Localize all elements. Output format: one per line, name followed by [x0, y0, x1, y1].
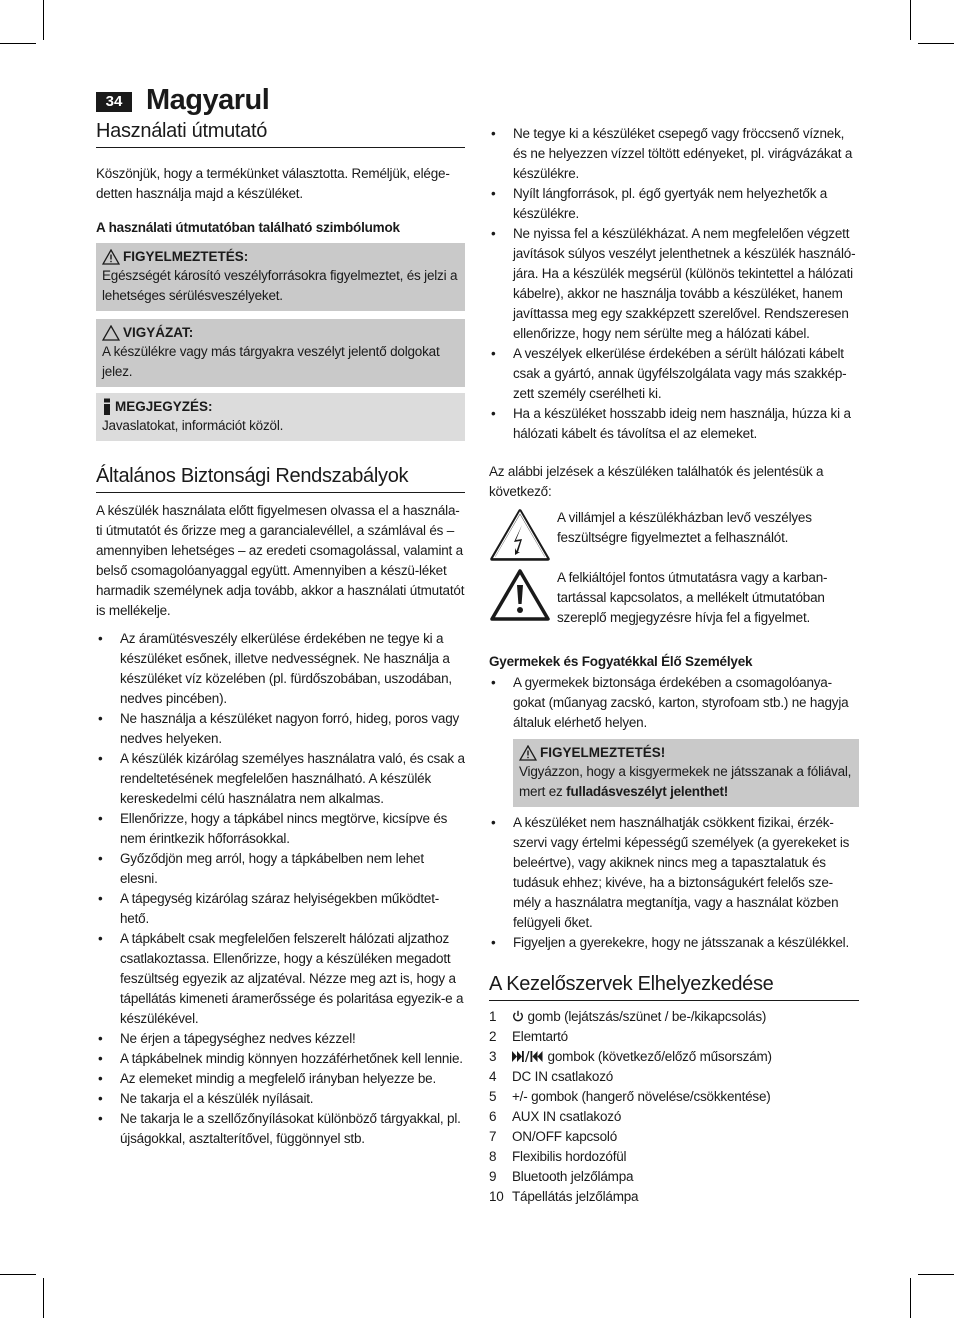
children-list-2: [489, 813, 859, 953]
crop-mark: [0, 1274, 36, 1275]
note-title: MEGJEGYZÉS:: [115, 399, 213, 414]
child-warning-bold: fulladásveszélyt jelenthet!: [566, 784, 729, 799]
list-item: • Ha a készüléket hosszabb ideig nem használja, húzza ki a hálózati kábelt és távolítsa el az elemeket.: [489, 404, 859, 444]
child-warning-title: FIGYELMEZTETÉS!: [540, 745, 666, 760]
list-item: • Nyílt lángforrások, pl. égő gyertyák nem helyezhetők a készülékre.: [489, 184, 859, 224]
crop-mark: [910, 0, 911, 40]
note-text: Javaslatokat, információt közöl.: [102, 418, 284, 433]
exclamation-sign-row: [489, 568, 859, 628]
caution-box: [96, 319, 465, 387]
list-item: • A készülék kizárólag személyes használatra való, és csak a rendeltetésének megfelelően használható. A készülék kereskedelmi célú használatra nem alkalmas.: [96, 749, 465, 809]
list-item: 7 ON/OFF kapcsoló: [489, 1129, 618, 1144]
safety-list-continued: [489, 124, 859, 444]
caution-triangle-icon: [102, 325, 120, 341]
list-item: • Ne takarja el a készülék nyílásait.: [96, 1089, 465, 1109]
crop-mark: [0, 43, 36, 44]
list-item: • Győződjön meg arról, hogy a tápkábelben nem lehet elesni.: [96, 849, 465, 889]
exclamation-warning-icon: [489, 568, 551, 622]
list-item: • Ne nyissa fel a készülékházat. A nem megfelelően végzett javítások súlyos veszélyt jelenthetnek a készülék használó-jára. Ha a készülék megsérül (különös tekintettel a hálózati kábelre), akkor ne használja tovább a készüléket, hanem javíttassa meg egy szakképzett szerelővel. Rendszeresen ellenőrizze, hogy nem sérülte meg a hálózati kábel.: [489, 224, 859, 344]
intro-text: Köszönjük, hogy a termékünket választotta. Reméljük, elége-detten használja majd a készüléket.: [96, 166, 450, 201]
controls-heading: A Kezelőszervek Elhelyezkedése: [489, 973, 859, 1001]
list-item: • Figyeljen a gyerekekre, hogy ne játsszanak a készülékkel.: [489, 933, 859, 953]
list-item: • A tápkábelnek mindig könnyen hozzáférhetőnek kell lennie.: [96, 1049, 465, 1069]
lightning-text: A villámjel a készülékházban levő veszélyes feszültségre figyelmeztet a felhasználót.: [557, 510, 812, 545]
list-item: • A készüléket nem használhatják csökkent fizikai, érzék-szervi vagy értelmi képességű személyek (a gyerekeket is beleértve), vagy akiknek nincs meg a tapasztalatuk és tudásuk ehhez; kivéve, ha a biztonságukért felelős sze-mély a használatra megtanítja, vagy a használat közben felügyeli őket.: [489, 813, 859, 933]
note-box: [96, 393, 465, 441]
language-title: Magyarul: [146, 84, 270, 116]
list-item: • A gyermekek biztonsága érdekében a csomagolóanya-gokat (műanyag zacskó, karton, styrofoam stb.) ne hagyja általuk elérhető helyen.: [489, 673, 859, 733]
left-column: [96, 120, 465, 1149]
child-warning-box: [513, 739, 859, 807]
list-item: • A tápkábelt csak megfelelően felszerelt hálózati aljzathoz csatlakoztassa. Ellenőrizze, hogy a készüléken megadott feszültség egyezik az aljzatéval. Nézze meg azt is, hogy a tápellátás kimeneti áramerőssége és polaritása egyezik-e a készülékével.: [96, 929, 465, 1029]
safety-heading: Általános Biztonsági Rendszabályok: [96, 465, 465, 493]
exclamation-text: A felkiáltójel fontos útmutatásra vagy a karban-tartással kapcsolatos, a mellékelt útmutatóban szereplő megjegyzésre hívja fel a figyelmet.: [557, 570, 828, 625]
list-item: • Ne használja a készüléket nagyon forró, hideg, poros vagy nedves helyeken.: [96, 709, 465, 749]
lightning-warning-icon: [489, 508, 551, 562]
list-item: 4 DC IN csatlakozó: [489, 1069, 614, 1084]
list-item: 6 AUX IN csatlakozó: [489, 1109, 622, 1124]
list-item: 2 Elemtartó: [489, 1029, 568, 1044]
warning-triangle-icon: [102, 249, 120, 265]
right-column: [489, 124, 859, 1207]
caution-text: A készülékre vagy más tárgyakra veszélyt jelentő dolgokat jelez.: [102, 344, 440, 379]
list-item: • Ne takarja le a szellőzőnyílásokat különböző tárgyakkal, pl. újságokkal, asztalterítővel, függönnyel stb.: [96, 1109, 465, 1149]
power-icon: [512, 1010, 524, 1022]
page-number: 34: [96, 92, 132, 112]
list-item: 10 Tápellátás jelzőlámpa: [489, 1189, 639, 1204]
list-item: 1 gomb (lejátszás/szünet / be-/kikapcsolás): [489, 1009, 767, 1024]
list-item: • Ellenőrizze, hogy a tápkábel nincs megtörve, kicsípve és nem érintkezik hőforrásokkal.: [96, 809, 465, 849]
warning-title: FIGYELMEZTETÉS:: [123, 249, 249, 264]
list-item: • Az elemeket mindig a megfelelő irányban helyezze be.: [96, 1069, 465, 1089]
warning-box: [96, 243, 465, 311]
crop-mark: [918, 43, 954, 44]
warning-triangle-icon: [519, 745, 537, 761]
crop-mark: [43, 1278, 44, 1318]
warning-text: Egészségét károsító veszélyforrásokra figyelmeztet, és jelzi a lehetséges sérülésveszélyeket.: [102, 268, 458, 303]
children-heading: Gyermekek és Fogyatékkal Élő Személyek: [489, 654, 753, 669]
crop-mark: [910, 1278, 911, 1318]
list-item: • Ne tegye ki a készüléket csepegő vagy fröccsenő víznek, és ne helyezzen vízzel töltött edényeket, pl. virágvázákat a készülékre.: [489, 124, 859, 184]
crop-mark: [918, 1274, 954, 1275]
list-item: 8 Flexibilis hordozófül: [489, 1149, 627, 1164]
child-warning-text: Vigyázzon, hogy a kisgyermekek ne játsszanak a fóliával, mert ez fulladásveszélyt jelenthet!: [519, 764, 852, 799]
info-icon: [102, 398, 112, 415]
list-item: • Ne érjen a tápegységhez nedves kézzel!: [96, 1029, 465, 1049]
children-list: [489, 673, 859, 733]
controls-list: [489, 1007, 859, 1207]
symbols-heading: A használati útmutatóban található szimbólumok: [96, 220, 400, 235]
list-item: 3 gombok (következő/előző műsorszám): [489, 1049, 772, 1064]
list-item: 5 +/- gombok (hangerő növelése/csökkentése): [489, 1089, 771, 1104]
safety-list: [96, 629, 465, 1149]
list-item: • A tápegység kizárólag száraz helyiségekben működtet-hető.: [96, 889, 465, 929]
lightning-sign-row: [489, 508, 859, 562]
caution-title: VIGYÁZAT:: [123, 325, 194, 340]
safety-intro: A készülék használata előtt figyelmesen olvassa el a használa-ti útmutatót és őrizze meg a garancialevéllel, a számlával és – amennyiben lehetséges – az eredeti csomagolással, valamint a belső csomagolóanyaggal együtt. Amennyiben a készü-léket harmadik személynek adja tovább, akkor a használati útmutatót is mellékelje.: [96, 503, 465, 618]
list-item: • Az áramütésveszély elkerülése érdekében ne tegye ki a készüléket esőnek, illetve nedvességnek. Ne használja a készüléket víz közelében (pl. fürdőszobában, uszodában, nedves pincében).: [96, 629, 465, 709]
crop-mark: [43, 0, 44, 40]
guide-heading: Használati útmutató: [96, 120, 465, 148]
skip-icons: [512, 1051, 544, 1062]
list-item: 9 Bluetooth jelzőlámpa: [489, 1169, 634, 1184]
signs-intro: Az alábbi jelzések a készüléken találhatók és jelentésük a következő:: [489, 464, 824, 499]
list-item: • A veszélyek elkerülése érdekében a sérült hálózati kábelt csak a gyártó, annak ügyfélszolgálata vagy más szakkép-zett személy cserélheti ki.: [489, 344, 859, 404]
